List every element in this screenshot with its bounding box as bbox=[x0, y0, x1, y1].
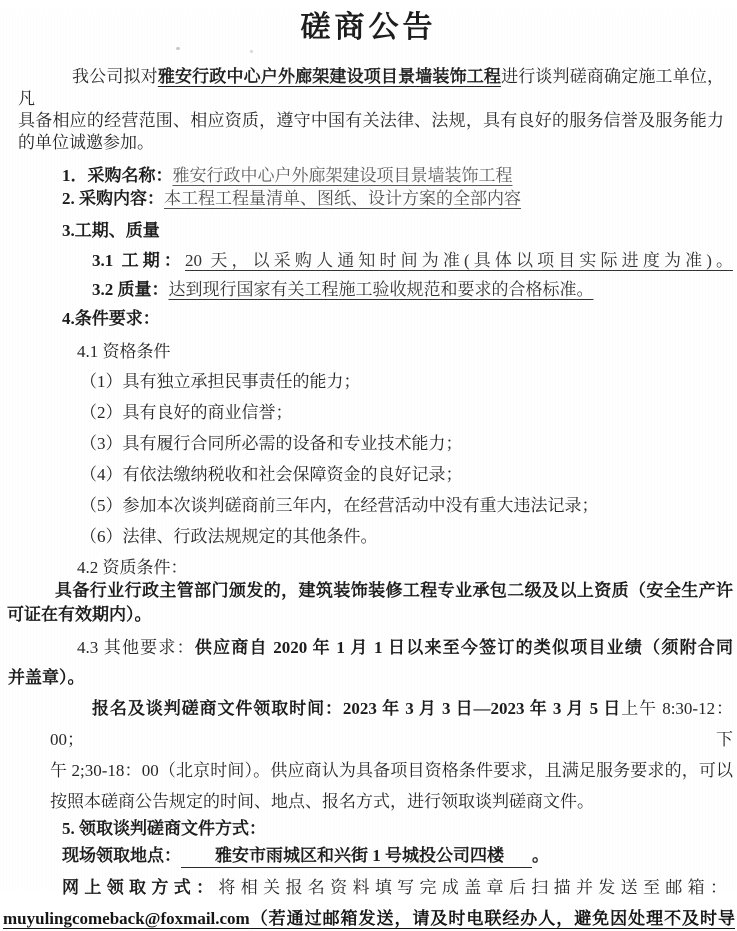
other-requirement-line-2: 并盖章）。 bbox=[8, 668, 85, 687]
page-title: 磋商公告 bbox=[300, 11, 437, 44]
qualification-item: （5）参加本次谈判磋商前三年内，在经营活动中没有重大违法记录； bbox=[80, 496, 599, 515]
intro-line-3: 的单位诚邀参加。 bbox=[18, 133, 154, 152]
procurement-name-value: 雅安行政中心户外廊架建设项目景墙装饰工程 bbox=[172, 166, 513, 185]
duration-value: 20 天，以采购人通知时间为准(具体以项目实际进度为准)。 bbox=[185, 251, 734, 270]
credential-line-1: 具备行业行政主管部门颁发的，建筑装饰装修工程专业承包二级及以上资质（安全生产许 bbox=[55, 581, 733, 600]
quality-value: 达到现行国家有关工程施工验收规范和要求的合格标准。 bbox=[168, 280, 594, 299]
intro-pre: 我公司拟对 bbox=[72, 67, 158, 86]
duration-row bbox=[92, 249, 733, 272]
onsite-pickup-address: 雅安市雨城区和兴街 1 号城投公司四楼 bbox=[181, 846, 532, 868]
section-41-heading: 4.1 资格条件 bbox=[77, 342, 171, 361]
credential-requirement-paragraph bbox=[7, 579, 733, 627]
intro-rest: 进行谈判磋商确定施工单位，凡 bbox=[18, 67, 725, 108]
quality-row bbox=[92, 278, 733, 301]
qualification-item: （4）有依法缴纳税收和社会保障资金的良好记录； bbox=[80, 465, 463, 484]
registration-times: 上午 8:30-12：00；下 bbox=[50, 699, 734, 749]
procurement-name-row bbox=[62, 164, 731, 187]
registration-dates: 2023 年 3 月 3 日—2023 年 3 月 5 日 bbox=[342, 699, 622, 718]
quality-label: 3.2 质量： bbox=[92, 280, 169, 299]
section-42-heading: 4.2 资质条件： bbox=[77, 558, 188, 577]
qualification-item: （3）具有履行合同所必需的设备和专业技术能力； bbox=[80, 434, 463, 453]
project-name: 雅安行政中心户外廊架建设项目景墙装饰工程 bbox=[157, 67, 502, 86]
online-pickup-row bbox=[62, 876, 727, 899]
qualification-item: （6）法律、行政法规规定的其他条件。 bbox=[80, 527, 378, 546]
intro-line-2: 具备相应的经营范围、相应资质，遵守中国有关法律、法规，具有良好的服务信誉及服务能力 bbox=[18, 111, 724, 130]
other-requirement-paragraph bbox=[8, 633, 733, 693]
section-5-heading: 5. 领取谈判磋商文件方式： bbox=[62, 819, 266, 838]
intro-paragraph bbox=[18, 66, 724, 154]
other-requirement-line-1 bbox=[8, 633, 733, 663]
procurement-content-value: 本工程工程量清单、图纸、设计方案的全部内容 bbox=[164, 189, 521, 208]
registration-label: 报名及谈判磋商文件领取时间： bbox=[92, 699, 343, 718]
onsite-pickup-row bbox=[62, 844, 737, 867]
qualification-item: （2）具有良好的商业信誉； bbox=[80, 403, 293, 422]
procurement-content-label: 2. 采购内容： bbox=[62, 189, 164, 208]
section-3-heading: 3.工期、质量 bbox=[62, 221, 160, 240]
registration-line-3: 按照本磋商公告规定的时间、地点、报名方式，进行领取谈判磋商文件。 bbox=[50, 792, 594, 811]
credential-line-2: 可证在有效期内）。 bbox=[7, 605, 152, 624]
qualification-item: （1）具有独立承担民事责任的能力； bbox=[80, 372, 361, 391]
online-pickup-label: 网上领取方式： bbox=[62, 878, 219, 897]
email-address: muyulingcomeback@foxmail.com bbox=[3, 909, 250, 928]
onsite-pickup-label: 现场领取地点： bbox=[62, 846, 181, 865]
registration-line-1 bbox=[50, 693, 733, 755]
other-requirement-label: 4.3 其他要求： bbox=[77, 638, 195, 657]
duration-label: 3.1 工期： bbox=[92, 251, 186, 270]
email-row bbox=[3, 907, 735, 931]
registration-paragraph bbox=[50, 693, 733, 817]
announcement-document bbox=[0, 10, 737, 928]
registration-line-2: 午 2;30-18：00（北京时间）。供应商认为具备项目资格条件要求，且满足服务要求的，可以 bbox=[50, 761, 733, 780]
onsite-pickup-period: 。 bbox=[532, 846, 549, 865]
procurement-content-row bbox=[62, 187, 731, 210]
scan-speck bbox=[176, 47, 180, 50]
scan-speck bbox=[250, 50, 253, 53]
email-note: （若通过邮箱发送，请及时电联经办人，避免因处理不及时导 bbox=[249, 909, 735, 928]
online-pickup-text: 将相关报名资料填写完成盖章后扫描并发送至邮箱： bbox=[218, 878, 728, 897]
procurement-name-label: 1．采购名称： bbox=[62, 166, 173, 185]
intro-line-1 bbox=[18, 66, 724, 110]
section-4-heading: 4.条件要求： bbox=[62, 309, 160, 328]
other-requirement-value: 供应商自 2020 年 1 月 1 日以来至今签订的类似项目业绩（须附合同 bbox=[194, 638, 734, 657]
